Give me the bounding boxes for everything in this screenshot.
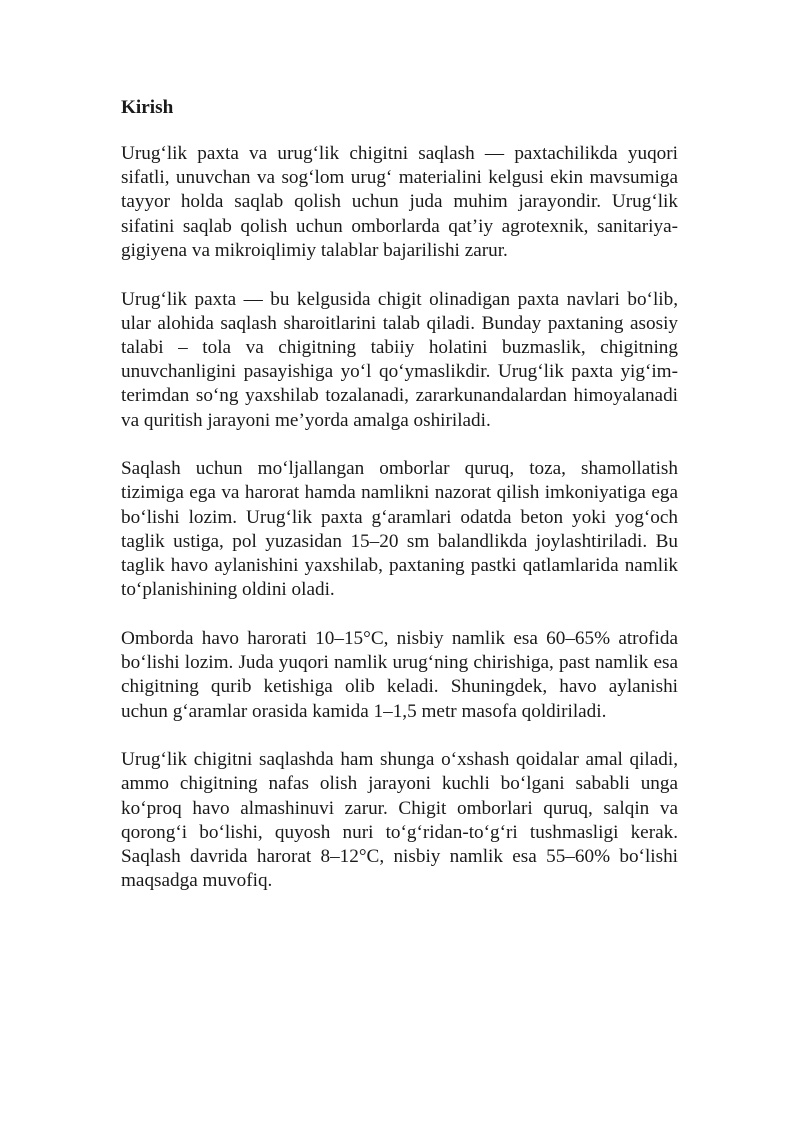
paragraph-seed-cotton: Urug‘lik paxta — bu kelgusida chigit olinadigan paxta navlari bo‘lib, ular alohida saqlash sharoitlarini talab qiladi. Bunday paxtaning asosiy talabi – tola va chigitning tabiiy holatini buzmaslik, chigitning unuvchanligini pasayishiga yo‘l qo‘ymaslikdir. Urug‘lik paxta yig‘im-terimdan so‘ng yaxshilab tozalanadi, zararkunandalardan himoyalanadi va quritish jarayoni me’yorda amalga oshiriladi. bbox=[121, 288, 678, 431]
section-heading: Kirish bbox=[121, 97, 174, 118]
paragraph-intro: Urug‘lik paxta va urug‘lik chigitni saqlash — paxtachilikda yuqori sifatli, unuvchan va sog‘lom urug‘ materialini kelgusi ekin mavsumiga tayyor holda saqlab qolish uchun juda muhim jarayondir. Urug‘lik sifatini saqlab qolish uchun omborlarda qat’iy agrotexnik, sanitariya-gigiyena va mikroiqlimiy talablar bajarilishi zarur. bbox=[121, 143, 678, 261]
paragraph-warehouse-requirements: Saqlash uchun mo‘ljallangan omborlar quruq, toza, shamollatish tizimiga ega va harorat hamda namlikni nazorat qilish imkoniyatiga ega bo‘lishi lozim. Urug‘lik paxta g‘aramlari odatda beton yoki yog‘och taglik ustiga, pol yuzasidan 15–20 sm balandlikda joylashtiriladi. Bu taglik havo aylanishini yaxshilab, paxtaning pastki qatlamlarida namlik to‘planishining oldini oladi. bbox=[121, 458, 678, 601]
paragraph-temperature-humidity: Omborda havo harorati 10–15°C, nisbiy namlik esa 60–65% atrofida bo‘lishi lozim. Juda yuqori namlik urug‘ning chirishiga, past namlik esa chigitning qurib ketishiga olib keladi. Shuningdek, havo aylanishi uchun g‘aramlar orasida kamida 1–1,5 metr masofa qoldiriladi. bbox=[121, 627, 678, 722]
paragraph-seed-storage: Urug‘lik chigitni saqlashda ham shunga o‘xshash qoidalar amal qiladi, ammo chigitning nafas olish jarayoni kuchli bo‘lgani sababli unga ko‘proq havo almashinuvi zarur. Chigit omborlari quruq, salqin va qorong‘i bo‘lishi, quyosh nuri to‘g‘ridan-to‘g‘ri tushmasligi kerak. Saqlash davrida harorat 8–12°C, nisbiy namlik esa 55–60% bo‘lishi maqsadga muvofiq. bbox=[121, 749, 678, 892]
document-page bbox=[121, 96, 678, 918]
